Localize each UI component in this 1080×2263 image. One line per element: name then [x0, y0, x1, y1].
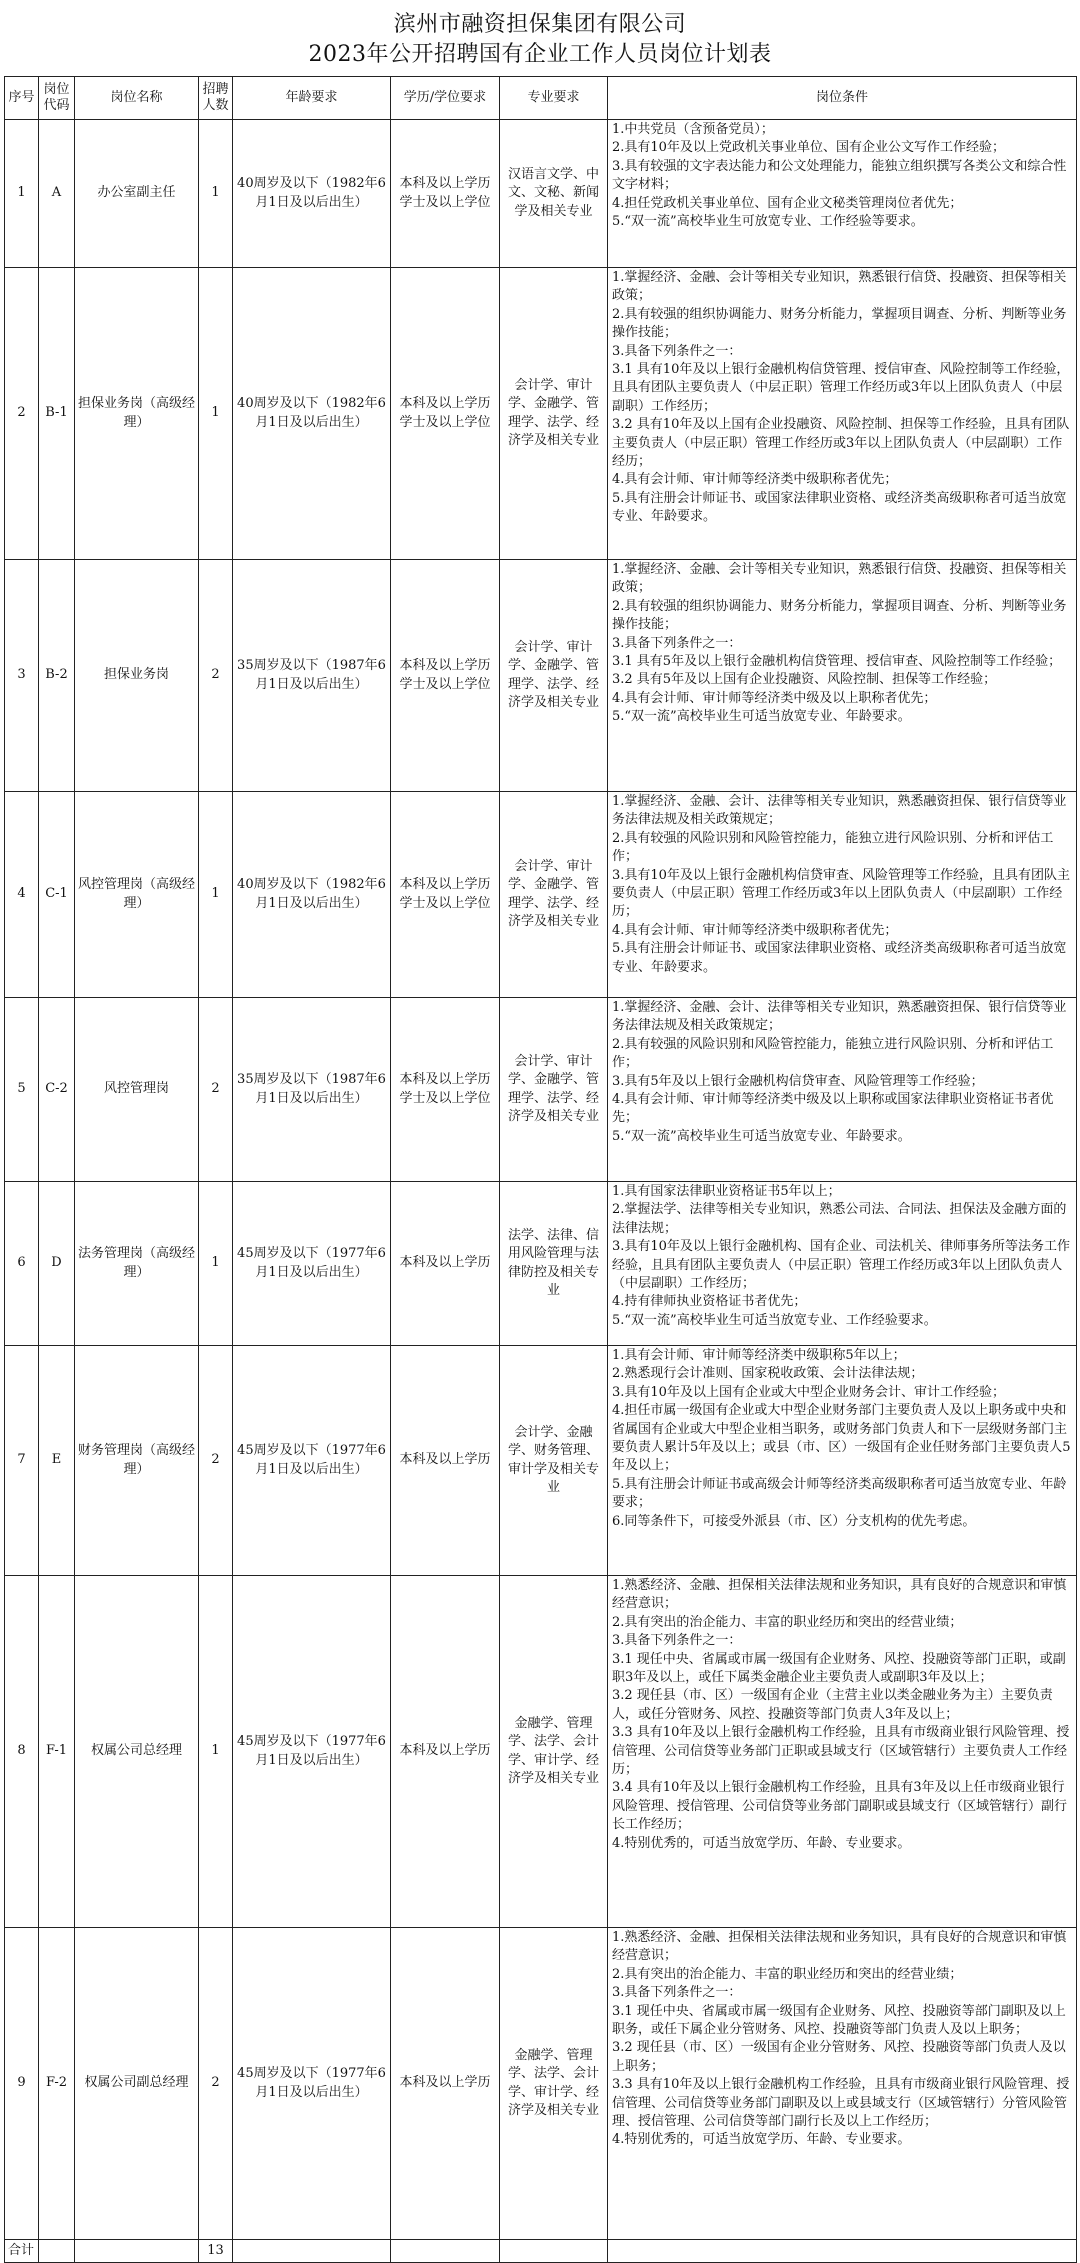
condition-item: 5.具有注册会计师证书、或国家法律职业资格、或经济类高级职称者可适当放宽专业、年龄要求。 [612, 941, 1067, 975]
row-education: 本科及以上学历 [391, 1346, 500, 1576]
row-age: 35周岁及以下（1987年6月1日及以后出生） [233, 998, 391, 1182]
row-no: 2 [5, 268, 39, 560]
row-count: 1 [199, 1182, 233, 1346]
row-count: 2 [199, 1346, 233, 1576]
condition-item: 3.2 现任县（市、区）一级国有企业分管财务、风控、投融资等部门负责人及以上职务； [612, 2040, 1066, 2074]
row-education: 本科及以上学历学士及以上学位 [391, 560, 500, 792]
condition-item: 3.具备下列条件之一： [612, 635, 742, 651]
condition-item: 3.1 现任中央、省属或市属一级国有企业财务、风控、投融资等部门副职及以上职务，或任下属企业分管财务、风控、投融资等部门负责人及以上职务； [612, 2003, 1066, 2038]
row-code: C-2 [39, 998, 75, 1182]
row-age: 45周岁及以下（1977年6月1日及以后出生） [233, 1576, 391, 1928]
table-row [5, 120, 1077, 268]
document-title [4, 10, 1076, 70]
row-education: 本科及以上学历 [391, 1576, 500, 1928]
table-header-row [5, 77, 1077, 120]
row-no: 9 [5, 1928, 39, 2240]
row-count: 2 [199, 1928, 233, 2240]
row-count: 1 [199, 120, 233, 268]
condition-item: 2.熟悉现行会计准则、国家税收政策、会计法律法规； [612, 1366, 924, 1382]
row-position-name: 法务管理岗（高级经理） [75, 1182, 199, 1346]
condition-item: 2.掌握法学、法律等相关专业知识，熟悉公司法、合同法、担保法及金融方面的法律法规； [612, 1202, 1067, 1236]
row-position-name: 权属公司总经理 [75, 1576, 199, 1928]
condition-item: 5.具有注册会计师证书或高级会计师等经济类高级职称者可适当放宽专业、年龄要求； [612, 1476, 1067, 1511]
row-education: 本科及以上学历学士及以上学位 [391, 268, 500, 560]
condition-item: 4.具有会计师、审计师等经济类中级及以上职称或国家法律职业资格证书者优先； [612, 1092, 1054, 1126]
row-conditions [608, 998, 1077, 1182]
table-row [5, 792, 1077, 998]
condition-item: 3.1 现任中央、省属或市属一级国有企业财务、风控、投融资等部门正职，或副职3年及以上，或任下属类金融企业主要负责人或副职3年及以上； [612, 1651, 1066, 1686]
condition-item: 1.具有会计师、审计师等经济类中级职称5年以上； [612, 1348, 906, 1363]
row-no: 4 [5, 792, 39, 998]
total-count: 13 [199, 2240, 233, 2263]
condition-item: 3.2 现任县（市、区）一级国有企业（主营主业以类金融业务为主）主要负责人，或任分管财务、风控、投融资等部门负责人3年及以上； [612, 1688, 1053, 1722]
row-position-name: 权属公司副总经理 [75, 1928, 199, 2240]
row-code: A [39, 120, 75, 268]
table-row [5, 998, 1077, 1182]
table-row [5, 1346, 1077, 1576]
condition-item: 1.具有国家法律职业资格证书5年以上； [612, 1184, 841, 1199]
row-no: 8 [5, 1576, 39, 1928]
total-empty-2 [75, 2240, 199, 2263]
row-conditions [608, 120, 1077, 268]
condition-item: 4.持有律师执业资格证书者优先； [612, 1294, 807, 1310]
table-row [5, 1182, 1077, 1346]
row-no: 7 [5, 1346, 39, 1576]
header-code: 岗位代码 [39, 77, 75, 120]
row-code: C-1 [39, 792, 75, 998]
row-code: F-1 [39, 1576, 75, 1928]
total-row [5, 2240, 1077, 2263]
condition-item: 2.具有较强的组织协调能力、财务分析能力，掌握项目调查、分析、判断等业务操作技能； [612, 306, 1067, 341]
row-position-name: 办公室副主任 [75, 120, 199, 268]
total-empty-4 [391, 2240, 500, 2263]
total-empty-5 [500, 2240, 608, 2263]
condition-item: 3.4 具有10年及以上银行金融机构工作经验，且具有3年及以上任市级商业银行风险管理、授信管理、公司信贷等业务部门副职或县域支行（区域管辖行）副行长工作经历； [612, 1780, 1068, 1833]
condition-item: 3.具备下列条件之一： [612, 1633, 742, 1649]
table-row [5, 268, 1077, 560]
header-name: 岗位名称 [75, 77, 199, 120]
condition-item: 3.2 具有10年及以上国有企业投融资、风险控制、担保等工作经验，且具有团队主要负责人（中层正职）管理工作经历或3年以上团队负责人（中层副职）工作经历； [612, 417, 1070, 470]
condition-item: 1.掌握经济、金融、会计、法律等相关专业知识，熟悉融资担保、银行信贷等业务法律法规及相关政策规定； [612, 1000, 1067, 1034]
condition-item: 3.具有10年及以上国有企业或大中型企业财务会计、审计工作经验； [612, 1384, 1005, 1400]
row-education: 本科及以上学历 [391, 1928, 500, 2240]
total-empty-3 [233, 2240, 391, 2263]
total-empty-6 [608, 2240, 1077, 2263]
condition-item: 2.具有突出的治企能力、丰富的职业经历和突出的经营业绩； [612, 1614, 963, 1630]
condition-item: 3.具备下列条件之一： [612, 1985, 742, 2001]
row-position-name: 担保业务岗（高级经理） [75, 268, 199, 560]
row-conditions [608, 1346, 1077, 1576]
condition-item: 1.熟悉经济、金融、担保相关法律法规和业务知识，具有良好的合规意识和审慎经营意识； [612, 1578, 1067, 1612]
row-count: 2 [199, 998, 233, 1182]
row-education: 本科及以上学历学士及以上学位 [391, 792, 500, 998]
row-age: 40周岁及以下（1982年6月1日及以后出生） [233, 792, 391, 998]
row-code: F-2 [39, 1928, 75, 2240]
row-education: 本科及以上学历学士及以上学位 [391, 998, 500, 1182]
row-no: 6 [5, 1182, 39, 1346]
row-position-name: 担保业务岗 [75, 560, 199, 792]
row-no: 3 [5, 560, 39, 792]
row-conditions [608, 560, 1077, 792]
condition-item: 2.具有较强的组织协调能力、财务分析能力，掌握项目调查、分析、判断等业务操作技能； [612, 598, 1067, 633]
condition-item: 4.具有会计师、审计师等经济类中级及以上职称者优先； [612, 690, 937, 706]
condition-item: 4.特别优秀的，可适当放宽学历、年龄、专业要求。 [612, 1835, 911, 1851]
total-empty-1 [39, 2240, 75, 2263]
row-major: 会计学、审计学、金融学、管理学、法学、经济学及相关专业 [500, 560, 608, 792]
row-position-name: 风控管理岗（高级经理） [75, 792, 199, 998]
condition-item: 4.担任党政机关事业单位、国有企业文秘类管理岗位者优先； [612, 195, 963, 211]
table-row [5, 1928, 1077, 2240]
recruitment-plan-table [4, 76, 1077, 2263]
row-age: 40周岁及以下（1982年6月1日及以后出生） [233, 120, 391, 268]
condition-item: 5.具有注册会计师证书、或国家法律职业资格、或经济类高级职称者可适当放宽专业、年龄要求。 [612, 490, 1067, 525]
condition-item: 2.具有较强的风险识别和风险管控能力，能独立进行风险识别、分析和评估工作； [612, 830, 1054, 865]
header-major: 专业要求 [500, 77, 608, 120]
row-count: 2 [199, 560, 233, 792]
condition-item: 4.具有会计师、审计师等经济类中级职称者优先； [612, 922, 898, 938]
condition-item: 4.担任市属一级国有企业或大中型企业财务部门主要负责人及以上职务或中央和省属国有企业或大中型企业相当职务，或财务部门负责人和下一层级财务部门主要负责人累计5年及以上；或县（市、区）一级国有企业任财务部门主要负责人5年及以上； [612, 1403, 1071, 1474]
condition-item: 2.具有10年及以上党政机关事业单位、国有企业公文写作工作经验； [612, 140, 1005, 156]
condition-item: 1.中共党员（含预备党员）； [612, 122, 774, 137]
condition-item: 1.掌握经济、金融、会计等相关专业知识，熟悉银行信贷、投融资、担保等相关政策； [612, 562, 1067, 596]
header-age: 年龄要求 [233, 77, 391, 120]
row-position-name: 风控管理岗 [75, 998, 199, 1182]
row-count: 1 [199, 1576, 233, 1928]
row-age: 45周岁及以下（1977年6月1日及以后出生） [233, 1346, 391, 1576]
condition-item: 2.具有较强的风险识别和风险管控能力，能独立进行风险识别、分析和评估工作； [612, 1036, 1054, 1071]
row-major: 会计学、审计学、金融学、管理学、法学、经济学及相关专业 [500, 792, 608, 998]
row-count: 1 [199, 792, 233, 998]
condition-item: 6.同等条件下，可接受外派县（市、区）分支机构的优先考虑。 [612, 1513, 976, 1529]
row-education: 本科及以上学历学士及以上学位 [391, 120, 500, 268]
condition-item: 4.特别优秀的，可适当放宽学历、年龄、专业要求。 [612, 2132, 911, 2148]
row-code: E [39, 1346, 75, 1576]
title-line-2: 2023年公开招聘国有企业工作人员岗位计划表 [308, 42, 772, 67]
row-conditions [608, 792, 1077, 998]
row-count: 1 [199, 268, 233, 560]
row-position-name: 财务管理岗（高级经理） [75, 1346, 199, 1576]
row-major: 会计学、审计学、金融学、管理学、法学、经济学及相关专业 [500, 998, 608, 1182]
condition-item: 5.“双一流”高校毕业生可适当放宽专业、年龄要求。 [612, 709, 911, 725]
condition-item: 3.具有10年及以上银行金融机构、国有企业、司法机关、律师事务所等法务工作经验，且具有团队主要负责人（中层正职）管理工作经历或3年以上团队负责人（中层副职）工作经历； [612, 1239, 1070, 1292]
row-conditions [608, 1576, 1077, 1928]
row-education: 本科及以上学历 [391, 1182, 500, 1346]
header-no: 序号 [5, 77, 39, 120]
row-age: 45周岁及以下（1977年6月1日及以后出生） [233, 1928, 391, 2240]
document-page [4, 0, 1076, 2263]
condition-item: 5.“双一流”高校毕业生可放宽专业、工作经验等要求。 [612, 214, 924, 230]
header-conditions: 岗位条件 [608, 77, 1077, 120]
row-major: 法学、法律、信用风险管理与法律防控及相关专业 [500, 1182, 608, 1346]
row-major: 金融学、管理学、法学、会计学、审计学、经济学及相关专业 [500, 1928, 608, 2240]
condition-item: 3.具有10年及以上银行金融机构信贷审查、风险管理等工作经验，且具有团队主要负责人（中层正职）管理工作经历或3年以上团队负责人（中层副职）工作经历； [612, 867, 1070, 920]
condition-item: 1.掌握经济、金融、会计、法律等相关专业知识，熟悉融资担保、银行信贷等业务法律法规及相关政策规定； [612, 794, 1067, 828]
row-code: D [39, 1182, 75, 1346]
condition-item: 5.“双一流”高校毕业生可适当放宽专业、年龄要求。 [612, 1128, 911, 1144]
row-conditions [608, 1928, 1077, 2240]
condition-item: 4.具有会计师、审计师等经济类中级职称者优先； [612, 472, 898, 488]
row-age: 40周岁及以下（1982年6月1日及以后出生） [233, 268, 391, 560]
row-conditions [608, 1182, 1077, 1346]
table-row [5, 560, 1077, 792]
table-row [5, 1576, 1077, 1928]
row-major: 会计学、金融学、财务管理、审计学及相关专业 [500, 1346, 608, 1576]
condition-item: 1.熟悉经济、金融、担保相关法律法规和业务知识，具有良好的合规意识和审慎经营意识； [612, 1930, 1067, 1964]
condition-item: 3.1 具有10年及以上银行金融机构信贷管理、授信审查、风险控制等工作经验，且具有团队主要负责人（中层正职）管理工作经历或3年以上团队负责人（中层副职）工作经历； [612, 362, 1070, 414]
row-no: 1 [5, 120, 39, 268]
condition-item: 3.具有5年及以上银行金融机构信贷审查、风险管理等工作经验； [612, 1073, 984, 1089]
row-conditions [608, 268, 1077, 560]
condition-item: 3.具备下列条件之一： [612, 343, 742, 359]
total-label: 合计 [5, 2240, 39, 2263]
condition-item: 3.2 具有5年及以上国有企业投融资、风险控制、担保等工作经验； [612, 672, 997, 688]
condition-item: 3.具有较强的文字表达能力和公文处理能力，能独立组织撰写各类公文和综合性文字材料； [612, 158, 1067, 193]
header-education: 学历/学位要求 [391, 77, 500, 120]
condition-item: 5.“双一流”高校毕业生可适当放宽专业、工作经验要求。 [612, 1312, 937, 1328]
title-line-1: 滨州市融资担保集团有限公司 [393, 12, 687, 37]
row-major: 汉语言文学、中文、文秘、新闻学及相关专业 [500, 120, 608, 268]
condition-item: 2.具有突出的治企能力、丰富的职业经历和突出的经营业绩； [612, 1966, 963, 1982]
condition-item: 3.3 具有10年及以上银行金融机构工作经验，且具有市级商业银行风险管理、授信管理、公司信贷等业务部门副职及以上或县域支行（区域管辖行）分管风险管理、授信管理、公司信贷等部门副行长及以上工作经历； [612, 2077, 1070, 2130]
header-count: 招聘人数 [199, 77, 233, 120]
condition-item: 3.3 具有10年及以上银行金融机构工作经验，且具有市级商业银行风险管理、授信管理、公司信贷等业务部门正职或县域支行（区域管辖行）主要负责人工作经历； [612, 1725, 1070, 1778]
row-code: B-1 [39, 268, 75, 560]
row-no: 5 [5, 998, 39, 1182]
condition-item: 1.掌握经济、金融、会计等相关专业知识，熟悉银行信贷、投融资、担保等相关政策； [612, 270, 1067, 304]
condition-item: 3.1 具有5年及以上银行金融机构信贷管理、授信审查、风险控制等工作经验； [612, 654, 1062, 670]
row-age: 45周岁及以下（1977年6月1日及以后出生） [233, 1182, 391, 1346]
row-code: B-2 [39, 560, 75, 792]
row-major: 金融学、管理学、法学、会计学、审计学、经济学及相关专业 [500, 1576, 608, 1928]
row-age: 35周岁及以下（1987年6月1日及以后出生） [233, 560, 391, 792]
row-major: 会计学、审计学、金融学、管理学、法学、经济学及相关专业 [500, 268, 608, 560]
